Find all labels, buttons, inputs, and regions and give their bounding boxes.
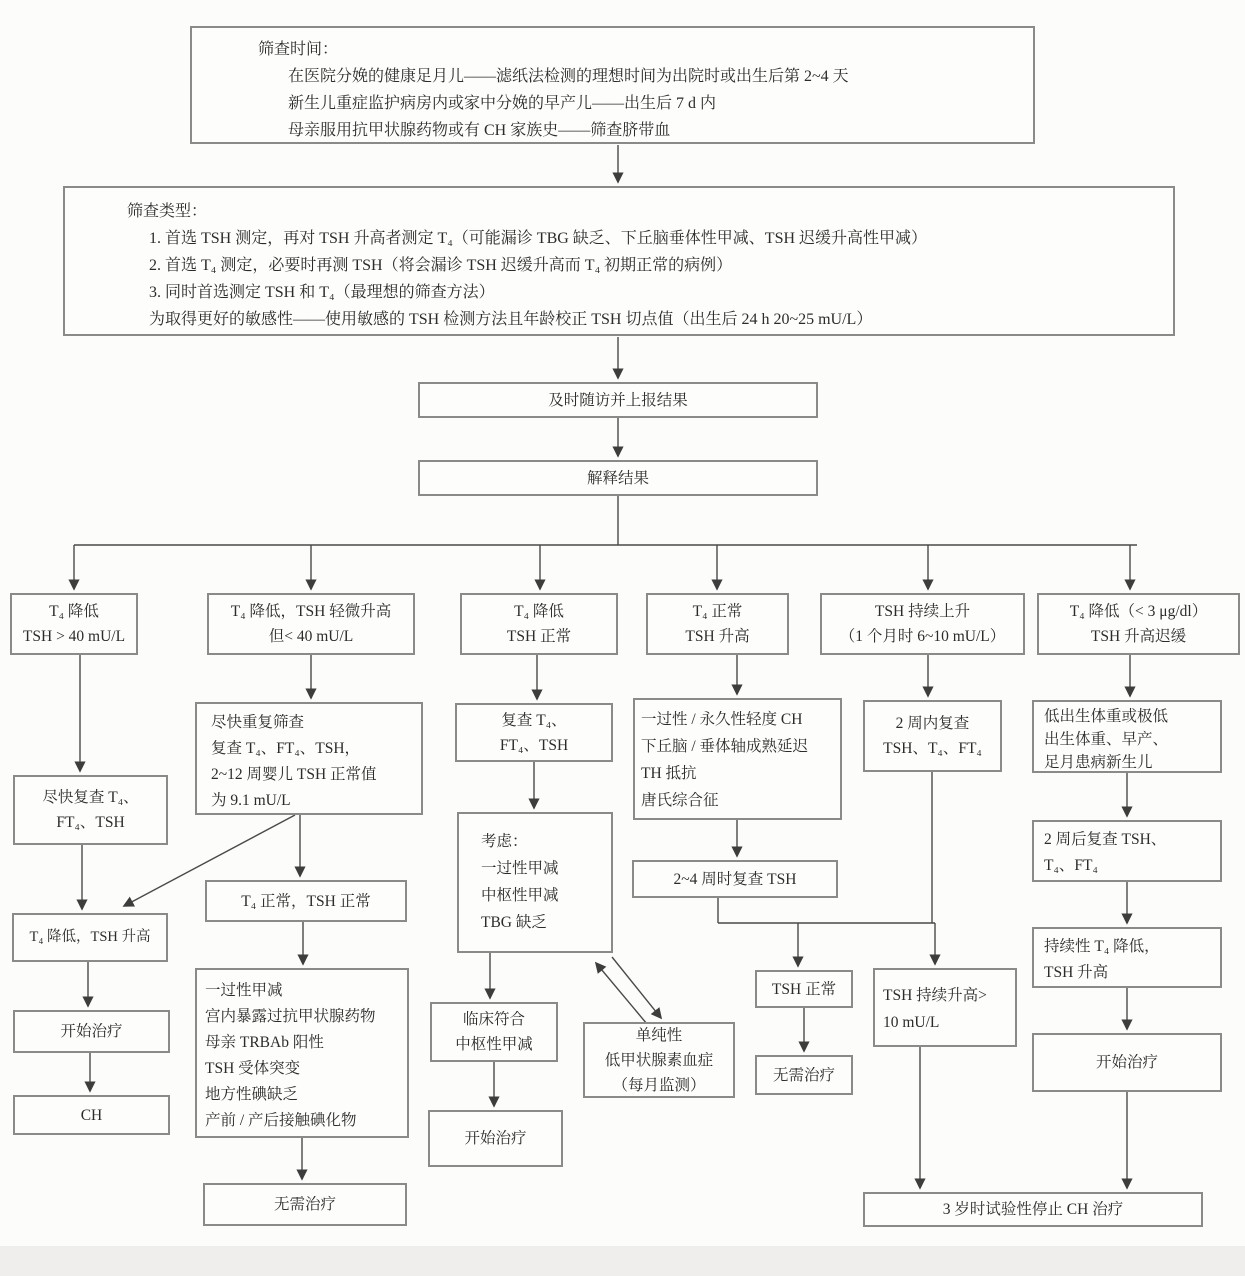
node-ch: [13, 1095, 170, 1135]
text-line: （每月监测）: [612, 1076, 706, 1094]
node-t4-low-tsh-normal: [460, 593, 618, 655]
node-interpret-results: [418, 460, 818, 496]
text-line: TSH 持续升高>: [883, 987, 987, 1004]
node-recheck-t4: [455, 703, 613, 762]
text-line: T₄ 正常: [692, 603, 743, 620]
node-recheck-after-2-weeks: [1032, 820, 1222, 882]
text-line: 10 mU/L: [883, 1014, 940, 1031]
text-line: 尽快复查 T₄、: [42, 789, 139, 806]
text-line: T₄ 降低: [49, 603, 99, 620]
node-persistent-t4-low: [1032, 927, 1222, 988]
text-line: 新生儿重症监护病房内或家中分娩的早产儿——出生后 7 d 内: [288, 95, 717, 112]
text-line: 足月患病新生儿: [1044, 754, 1153, 771]
text-line: 地方性碘缺乏: [205, 1086, 299, 1103]
text-line: T₄ 正常，TSH 正常: [241, 892, 371, 910]
text-line: TBG 缺乏: [481, 914, 547, 931]
node-start-treatment-3: [1032, 1033, 1222, 1092]
text-line: 复查 T₄、: [501, 711, 567, 729]
text-line: FT₄、TSH: [499, 736, 569, 754]
text-line: 开始治疗: [1095, 1054, 1158, 1071]
text-line: 一过性甲减: [205, 982, 283, 999]
node-follow-up-report: [418, 382, 818, 418]
node-screening-time: [190, 26, 1035, 144]
text-line: 下丘脑 / 垂体轴成熟延迟: [641, 738, 809, 755]
text-line: 筛查时间：: [258, 41, 339, 58]
text-line: 但< 40 mU/L: [268, 628, 354, 645]
text-line: 母亲服用抗甲状腺药物或有 CH 家族史——筛查脐带血: [288, 122, 671, 139]
node-t4-low-tsh-high-confirmed: [12, 913, 168, 962]
node-mild-ch-causes: [633, 698, 842, 820]
text-line: CH: [80, 1106, 103, 1124]
text-line: T₄ 降低，TSH 轻微升高: [230, 603, 392, 620]
scan-edge-strip: [0, 1246, 1245, 1276]
text-line: 临床符合: [462, 1011, 525, 1028]
text-line: 2~4 周时复查 TSH: [673, 870, 797, 888]
text-line: 3 岁时试验性停止 CH 治疗: [942, 1201, 1124, 1218]
text-line: 一过性 / 永久性轻度 CH: [641, 711, 803, 728]
node-t4-normal-tsh-normal: [205, 880, 407, 922]
text-line: TSH 正常: [506, 628, 572, 645]
text-line: 持续性 T₄ 降低，: [1044, 938, 1160, 955]
node-start-treatment-1: [13, 1010, 170, 1053]
text-line: TSH > 40 mU/L: [22, 628, 126, 645]
node-repeat-screening: [195, 702, 423, 815]
text-line: 2 周后复查 TSH、: [1044, 831, 1167, 848]
text-line: 开始治疗: [464, 1130, 527, 1147]
text-line: TSH 正常: [771, 980, 837, 998]
text-line: 母亲 TRBAb 阳性: [205, 1034, 324, 1051]
text-line: 单纯性: [635, 1026, 683, 1044]
text-line: TSH 受体突变: [205, 1060, 301, 1077]
node-recheck-asap: [13, 775, 168, 845]
text-line: 中枢性甲减: [455, 1036, 533, 1053]
text-line: 解释结果: [586, 469, 649, 487]
text-line: 低甲状腺素血症: [604, 1051, 714, 1069]
node-consider: [457, 812, 613, 953]
text-line: 2~12 周婴儿 TSH 正常值: [211, 766, 377, 783]
text-line: 唐氏综合征: [641, 792, 719, 809]
node-no-treatment-2: [755, 1055, 853, 1095]
text-line: 一过性甲减: [481, 860, 559, 877]
node-t4-low-tsh-over-40: [10, 593, 138, 655]
text-line: T₄、FT₄: [1044, 857, 1098, 874]
text-line: 为取得更好的敏感性——使用敏感的 TSH 检测方法且年龄校正 TSH 切点值（出生后 24 h 20~25 mU/L）: [149, 311, 873, 328]
node-isolated-hypothyroxinemia: [583, 1022, 735, 1098]
node-recheck-tsh-2-4-weeks: [632, 860, 838, 898]
text-line: TSH 升高迟缓: [1090, 628, 1187, 645]
text-line: 筛查类型：: [127, 203, 208, 220]
text-line: （1 个月时 6~10 mU/L）: [839, 628, 1006, 645]
text-line: T₄ 降低: [514, 603, 564, 620]
text-line: TSH 持续上升: [874, 603, 971, 620]
text-line: TSH 升高: [1044, 964, 1109, 981]
node-start-treatment-2: [428, 1110, 563, 1167]
text-line: 产前 / 产后接触碘化物: [205, 1112, 357, 1129]
node-t4-normal-tsh-high: [646, 593, 789, 655]
node-stop-ch-treatment-3y: [863, 1192, 1203, 1227]
text-line: 中枢性甲减: [481, 887, 559, 904]
text-line: 1. 首选 TSH 测定，再对 TSH 升高者测定 T₄（可能漏诊 TBG 缺乏、下丘脑垂体性甲减、TSH 迟缓升高性甲减）: [149, 230, 928, 247]
node-recheck-within-2-weeks: [863, 700, 1002, 772]
text-line: TSH、T₄、FT₄: [883, 740, 982, 757]
node-screening-type: [63, 186, 1175, 336]
text-line: 宫内暴露过抗甲状腺药物: [205, 1008, 376, 1025]
text-line: 2. 首选 T₄ 测定，必要时再测 TSH（将会漏诊 TSH 迟缓升高而 T₄ 初期正常的病例）: [149, 257, 733, 274]
node-tsh-persist-over-10: [873, 968, 1017, 1047]
text-line: 及时随访并上报结果: [548, 391, 688, 409]
text-line: 考虑：: [481, 833, 528, 850]
text-line: 为 9.1 mU/L: [211, 792, 291, 809]
text-line: FT₄、TSH: [56, 814, 125, 831]
node-no-treatment-1: [203, 1183, 407, 1226]
node-tsh-normal: [755, 970, 853, 1008]
text-line: 尽快重复筛查: [211, 714, 305, 731]
text-line: 出生体重、早产、: [1044, 731, 1169, 748]
text-line: 无需治疗: [772, 1066, 835, 1084]
text-line: T₄ 降低（< 3 μg/dl）: [1069, 603, 1208, 620]
text-line: T₄ 降低，TSH 升高: [29, 929, 151, 945]
node-central-hypothyroidism-match: [430, 1002, 558, 1062]
text-line: 无需治疗: [273, 1196, 336, 1213]
text-line: 低出生体重或极低: [1044, 708, 1169, 725]
node-low-birth-weight: [1032, 700, 1222, 773]
text-line: TH 抵抗: [641, 765, 697, 782]
text-line: 3. 同时首选测定 TSH 和 T₄（最理想的筛查方法）: [149, 284, 495, 301]
node-tsh-rising: [820, 593, 1025, 655]
text-line: 开始治疗: [60, 1023, 123, 1040]
text-line: 2 周内复查: [895, 715, 970, 732]
node-t4-low-tsh-mild-high: [207, 593, 415, 655]
node-t4-low-tsh-delayed: [1037, 593, 1240, 655]
text-line: 复查 T₄、FT₄、TSH，: [211, 740, 361, 757]
node-transient-causes: [195, 968, 409, 1138]
text-line: 在医院分娩的健康足月儿——滤纸法检测的理想时间为出院时或出生后第 2~4 天: [288, 68, 849, 85]
text-line: TSH 升高: [685, 628, 750, 645]
